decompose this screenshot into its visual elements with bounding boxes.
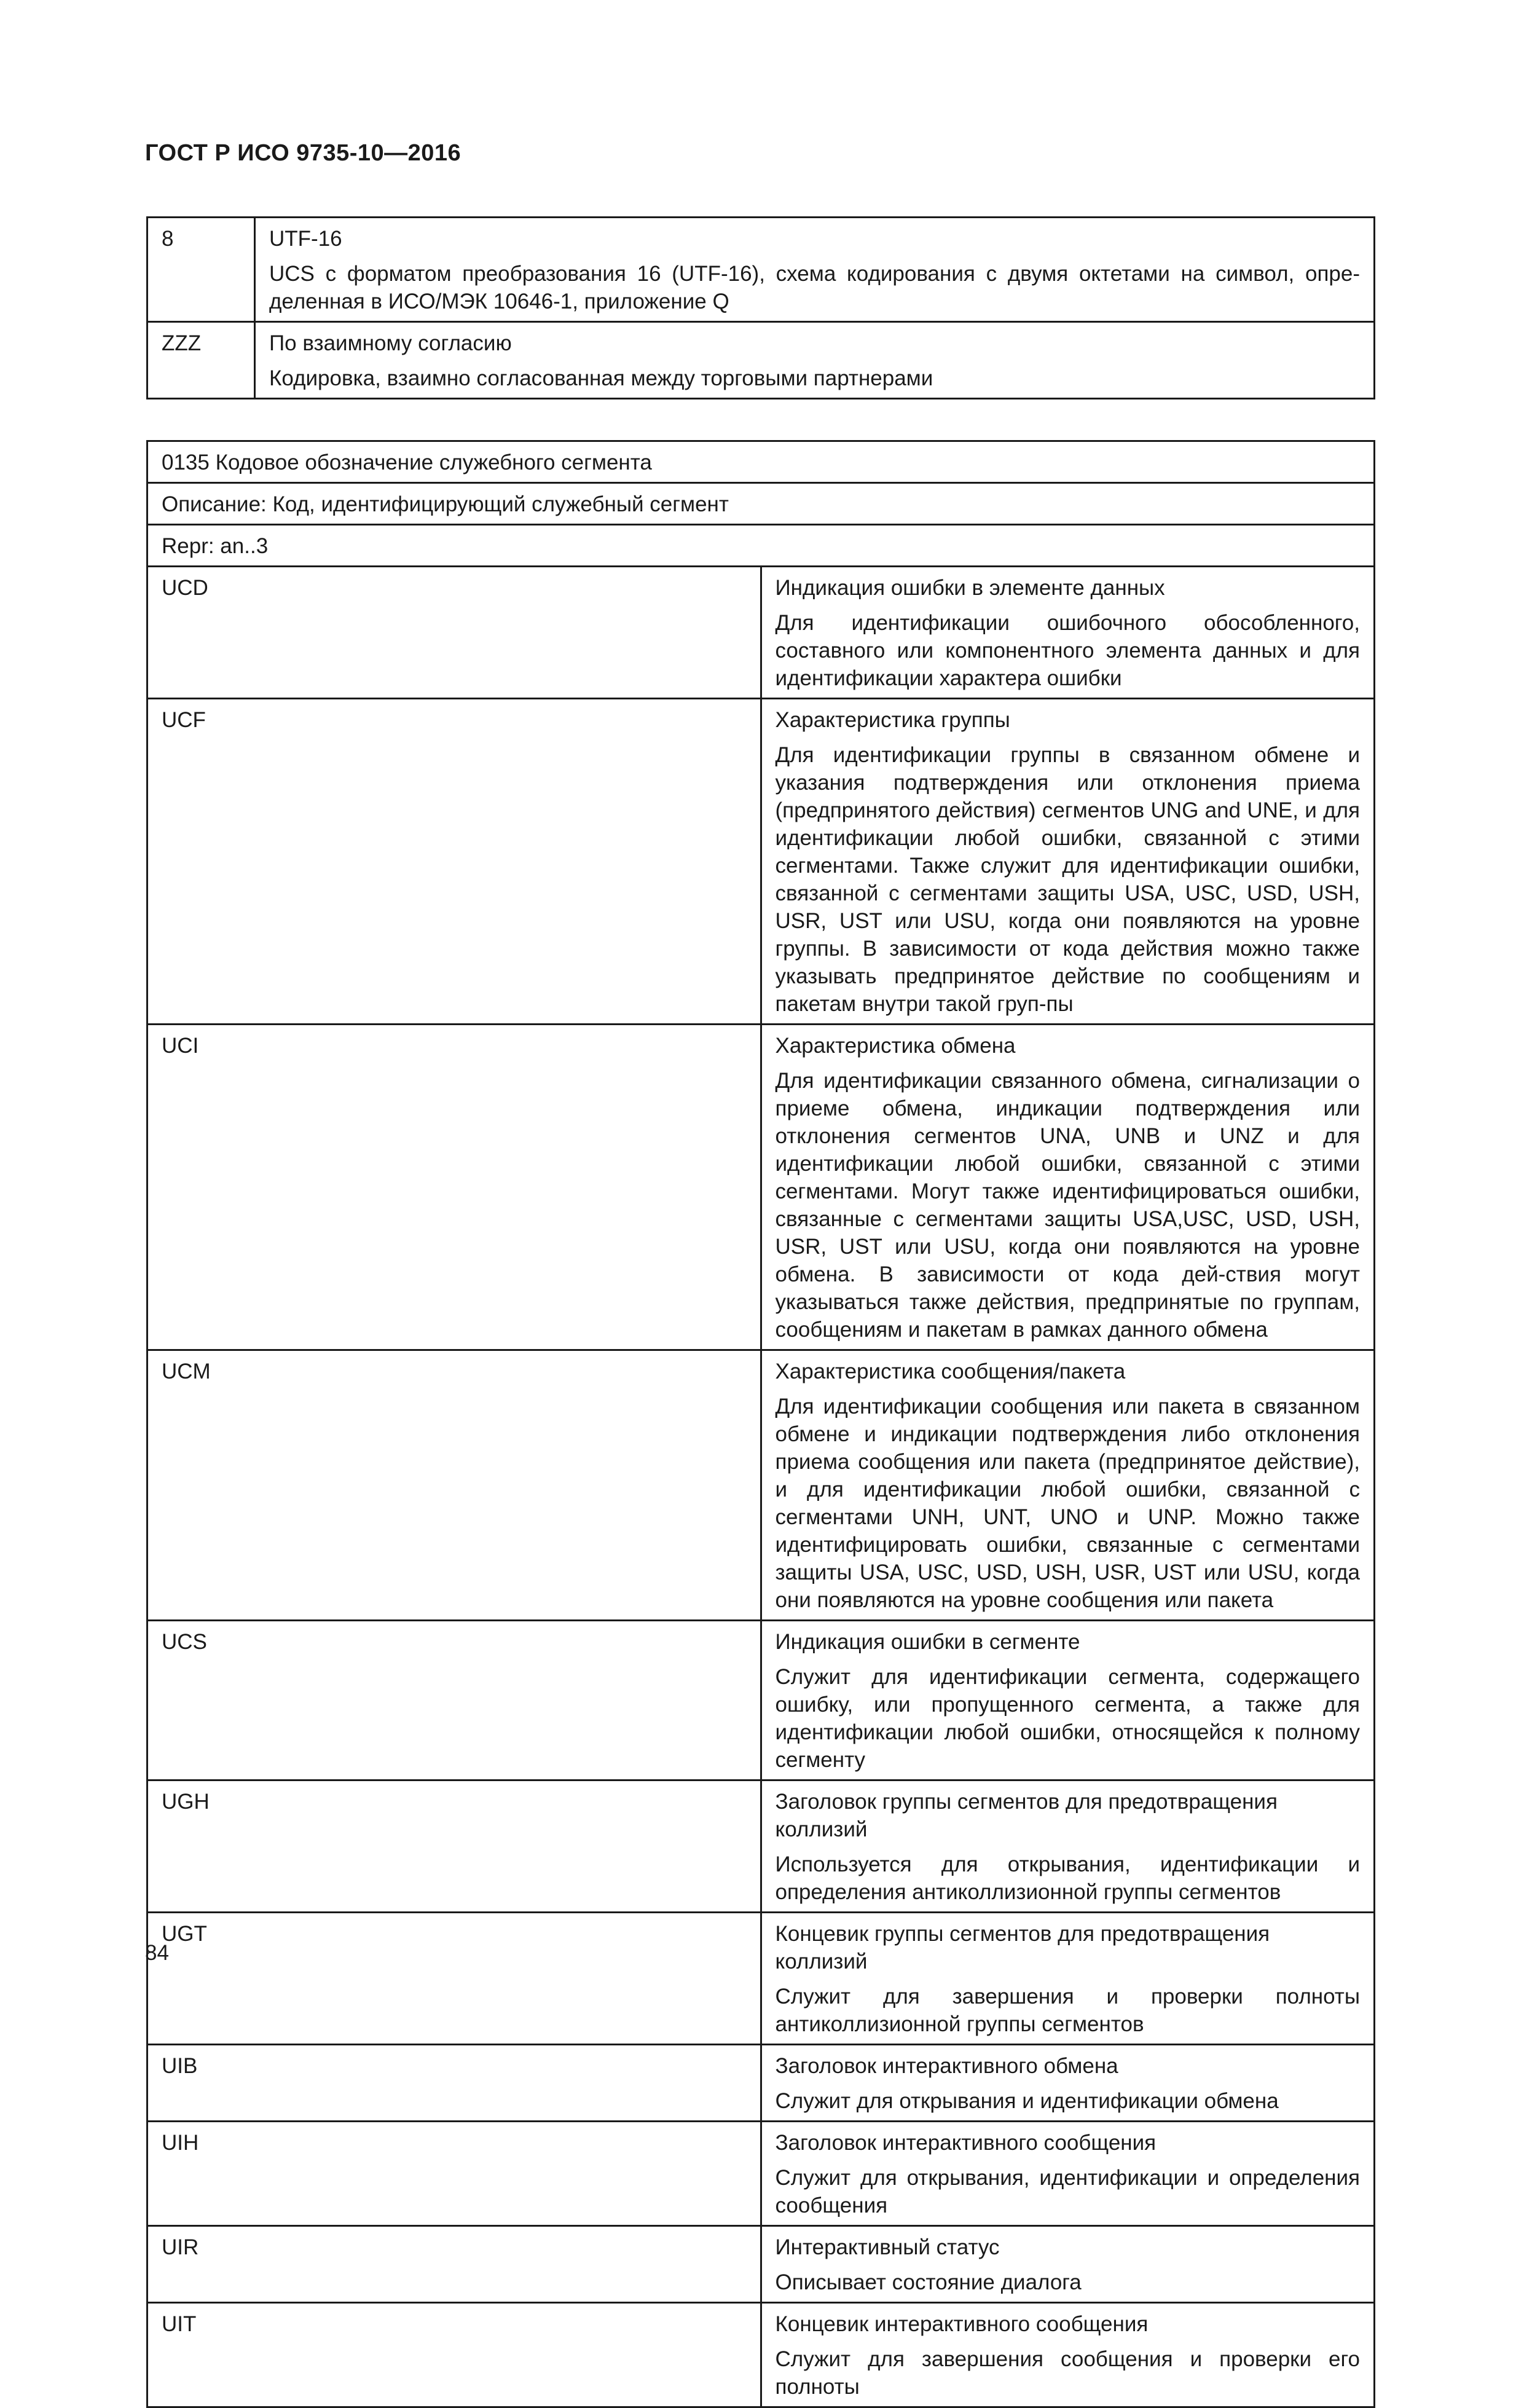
entry-description: Для идентификации ошибочного обособленного, составного или компонентного элемента данных и для идентификации характера ошибки [775,611,1360,690]
definition-cell [255,218,1375,322]
code-cell: 8 [147,218,255,322]
entry-description: Описывает состояние диалога [775,2270,1082,2294]
code-cell: UIT [147,2303,761,2407]
entry-description: Служит для завершения и проверки полноты антиколлизионной группы сегментов [775,1985,1360,2036]
entry-title: По взаимному согласию [269,331,512,355]
table-row [147,567,1375,699]
definition-cell [761,1780,1375,1913]
table-row [147,2226,1375,2303]
definition-cell [761,2045,1375,2122]
table-a-body [147,218,1375,399]
data-element-repr: Repr: an..3 [147,525,1375,567]
code-cell: UCI [147,1025,761,1350]
document-id-header: ГОСТ Р ИСО 9735-10—2016 [145,140,462,166]
data-element-description: Описание: Код, идентифицирующий служебный сегмент [147,483,1375,525]
entry-description: Для идентификации сообщения или пакета в связанном обмене и индикации подтверждения либо отклонения приема сообщения или пакета (предпринятое действие), и для идентификации любой ошибки, связанной с сегментами UNH, UNT, UNO и UNP. Можно также идентифицировать ошибки, связанные с сегментами защиты USA, USC, USD, USH, USR, UST или USU, когда они появляются на уровне сообщения или пакета [775,1395,1360,1612]
code-cell: UCS [147,1621,761,1780]
entry-description: Служит для завершения сообщения и проверки его полноты [775,2347,1360,2399]
entry-description: Используется для открывания, идентификации и определения антиколлизионной группы сегментов [775,1852,1360,1904]
code-cell: UCM [147,1350,761,1621]
table-row [147,218,1375,322]
code-cell: UCF [147,699,761,1025]
definition-cell [761,2122,1375,2226]
table-row [147,2122,1375,2226]
entry-title: Характеристика обмена [775,1034,1016,1058]
table-row [147,1780,1375,1913]
table-row [147,1913,1375,2045]
data-element-heading: 0135 Кодовое обозначение служебного сегмента [147,441,1375,483]
entry-description: UCS с форматом преобразования 16 (UTF-16), схема кодирования с двумя октетами на символ, опре-деленная в ИСО/МЭК 10646-1, приложение Q [269,262,1360,313]
code-cell: UGT [147,1913,761,2045]
definition-cell [761,1621,1375,1780]
entry-title: Концевик группы сегментов для предотвращения коллизий [775,1922,1270,1973]
definition-cell [761,699,1375,1025]
table-repr-row [147,525,1375,567]
code-cell: UGH [147,1780,761,1913]
table-row [147,2045,1375,2122]
table-row [147,699,1375,1025]
definition-cell [761,2226,1375,2303]
definition-cell [761,1350,1375,1621]
code-cell: UIR [147,2226,761,2303]
code-table-character-sets [146,216,1375,399]
entry-title: Заголовок интерактивного обмена [775,2054,1118,2078]
table-b-body [147,441,1375,2407]
definition-cell [761,2303,1375,2407]
table-row [147,1025,1375,1350]
code-cell: UIH [147,2122,761,2226]
entry-title: UTF-16 [269,227,342,251]
entry-title: Заголовок группы сегментов для предотвращения коллизий [775,1790,1278,1841]
definition-cell [761,1913,1375,2045]
table-row [147,1621,1375,1780]
page-number: 84 [145,1941,169,1965]
entry-description: Для идентификации группы в связанном обмене и указания подтверждения или отклонения приема (предпринятого действия) сегментов UNG and UNE, и для идентификации любой ошибки, связанной с этими сегментами. Также служит для идентификации ошибки, связанной с сегментами защиты USA, USC, USD, USH, USR, UST или USU, когда они появляются на уровне группы. В зависимости от кода действия можно также указывать предпринятое действие по сообщениям и пакетам внутри такой груп-пы [775,743,1360,1016]
code-cell: UCD [147,567,761,699]
table-row [147,2303,1375,2407]
entry-title: Концевик интерактивного сообщения [775,2312,1149,2336]
code-cell: ZZZ [147,322,255,399]
table-heading-row [147,441,1375,483]
table-description-row [147,483,1375,525]
entry-title: Интерактивный статус [775,2235,1000,2259]
code-table-0135 [146,440,1375,2408]
entry-description: Служит для открывания, идентификации и определения сообщения [775,2166,1360,2217]
table-row [147,1350,1375,1621]
code-cell: UIB [147,2045,761,2122]
definition-cell [255,322,1375,399]
entry-description: Служит для идентификации сегмента, содержащего ошибку, или пропущенного сегмента, а также для идентификации любой ошибки, относящейся к полному сегменту [775,1665,1360,1772]
entry-description: Для идентификации связанного обмена, сигнализации о приеме обмена, индикации подтверждения или отклонения сегментов UNA, UNB и UNZ и для идентификации любой ошибки, связанной с этими сегментами. Могут также идентифицироваться ошибки, связанные с сегментами защиты USA,USC, USD, USH, USR, UST или USU, когда они появляются на уровне обмена. В зависимости от кода дей-ствия могут указываться также действия, предпринятые по группам, сообщениям и пакетам в рамках данного обмена [775,1069,1360,1342]
entry-title: Индикация ошибки в элементе данных [775,576,1165,600]
entry-title: Характеристика сообщения/пакета [775,1359,1126,1383]
entry-description: Служит для открывания и идентификации обмена [775,2089,1279,2113]
entry-description: Кодировка, взаимно согласованная между торговыми партнерами [269,366,933,390]
definition-cell [761,567,1375,699]
table-row [147,322,1375,399]
entry-title: Заголовок интерактивного сообщения [775,2131,1157,2155]
entry-title: Индикация ошибки в сегменте [775,1630,1080,1654]
entry-title: Характеристика группы [775,708,1010,732]
definition-cell [761,1025,1375,1350]
